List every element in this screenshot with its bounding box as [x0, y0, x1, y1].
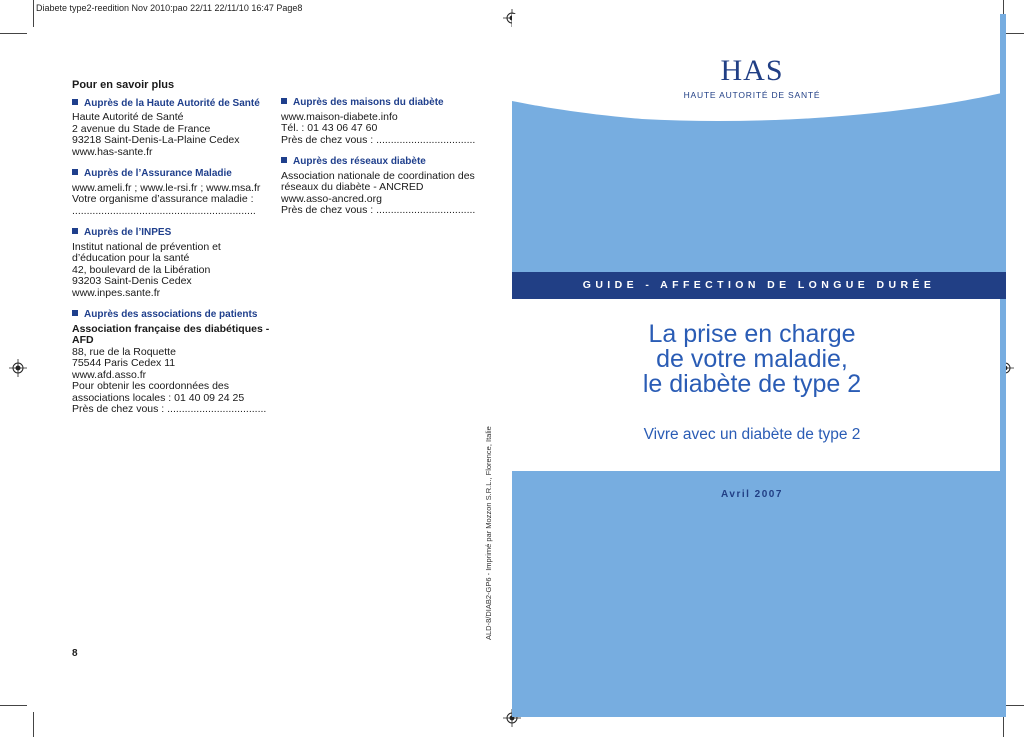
printer-note: ALD-8/DIAB2-GP6 - Imprimé par Mozzon S.R.L., Florence, Italie — [484, 426, 493, 640]
guide-band: GUIDE - AFFECTION DE LONGUE DURÉE — [512, 272, 1006, 299]
contact-block-maisons-diabete — [281, 97, 486, 146]
bullet-square-icon — [72, 169, 78, 175]
bullet-square-icon — [281, 98, 287, 104]
bullet-square-icon — [72, 99, 78, 105]
contact-block-inpes — [72, 227, 272, 299]
contact-line: 42, boulevard de la Libération — [72, 263, 211, 276]
website-link[interactable]: www.maison-diabete.info — [281, 110, 398, 123]
crop-mark — [0, 33, 27, 34]
contact-heading: Auprès de la Haute Autorité de Santé — [84, 97, 260, 109]
contact-line: 93218 Saint-Denis-La-Plaine Cedex — [72, 134, 240, 146]
page-number: 8 — [72, 648, 78, 659]
contact-heading: Auprès des réseaux diabète — [293, 156, 426, 167]
section-title: Pour en savoir plus — [72, 79, 175, 91]
cover-title — [572, 322, 932, 397]
website-link[interactable]: www.ameli.fr ; www.le-rsi.fr ; www.msa.fr — [72, 181, 261, 194]
contact-line: Association nationale de coordination des — [281, 169, 475, 182]
cover-page — [512, 14, 1006, 717]
title-line: le diabète de type 2 — [642, 370, 862, 398]
contact-block-associations — [72, 309, 272, 416]
website-link[interactable]: www.inpes.sante.fr — [72, 286, 161, 299]
organization-name: Association française des diabétiques - — [72, 322, 270, 335]
contact-line: Votre organisme d’assurance maladie : — [72, 193, 254, 205]
registration-mark-icon — [9, 359, 27, 377]
contact-line: Tél. : 01 43 06 47 60 — [281, 122, 378, 134]
crop-mark — [33, 712, 34, 737]
contact-line: réseaux du diabète - ANCRED — [281, 181, 424, 193]
cover-side-strip — [1000, 14, 1006, 717]
publication-date: Avril 2007 — [721, 489, 783, 500]
contact-line: Pour obtenir les coordonnées des — [72, 380, 230, 392]
contact-line: associations locales : 01 40 09 24 25 — [72, 391, 245, 404]
bullet-square-icon — [281, 157, 287, 163]
crop-mark — [33, 0, 34, 27]
contact-heading: Auprès de l’INPES — [84, 227, 172, 238]
organization-name: AFD — [72, 334, 94, 346]
contact-line: 88, rue de la Roquette — [72, 345, 176, 358]
has-logo-mark: HAS — [720, 54, 784, 87]
title-line: de votre maladie, — [656, 345, 848, 373]
contact-heading: Auprès des associations de patients — [84, 309, 258, 320]
has-logo — [682, 54, 822, 100]
contact-block-assurance-maladie — [72, 168, 272, 217]
title-line: La prise en charge — [648, 320, 856, 348]
contact-heading: Auprès des maisons du diabète — [293, 97, 444, 108]
fill-in-line: ............................................................... — [72, 204, 256, 217]
has-logo-subtitle: HAUTE AUTORITÉ DE SANTÉ — [683, 90, 821, 100]
fill-in-line: Près de chez vous : .................................. — [281, 133, 476, 146]
bullet-square-icon — [72, 228, 78, 234]
fill-in-line: Près de chez vous : .................................. — [72, 403, 267, 415]
contact-line: Institut national de prévention et — [72, 240, 221, 253]
website-link[interactable]: www.afd.asso.fr — [72, 368, 147, 381]
contact-heading: Auprès de l’Assurance Maladie — [84, 168, 232, 179]
fill-in-line: Près de chez vous : .................................. — [281, 204, 476, 216]
bullet-square-icon — [72, 310, 78, 316]
contact-line: Haute Autorité de Santé — [72, 111, 184, 123]
contact-block-has — [72, 98, 272, 159]
contact-line: 75544 Paris Cedex 11 — [72, 357, 176, 369]
website-link[interactable]: www.asso-ancred.org — [281, 192, 382, 205]
contact-block-reseaux-diabete — [281, 156, 486, 217]
right-column — [281, 97, 486, 227]
contact-line: 93203 Saint-Denis Cedex — [72, 275, 192, 287]
contact-line: d’éducation pour la santé — [72, 252, 190, 264]
crop-mark — [0, 705, 27, 706]
print-header: Diabete type2-reedition Nov 2010:pao 22/11 22/11/10 16:47 Page8 — [36, 3, 303, 13]
contact-line: 2 avenue du Stade de France — [72, 122, 211, 135]
cover-subtitle: Vivre avec un diabète de type 2 — [643, 426, 861, 443]
left-column — [72, 80, 272, 426]
website-link[interactable]: www.has-sante.fr — [72, 145, 153, 158]
